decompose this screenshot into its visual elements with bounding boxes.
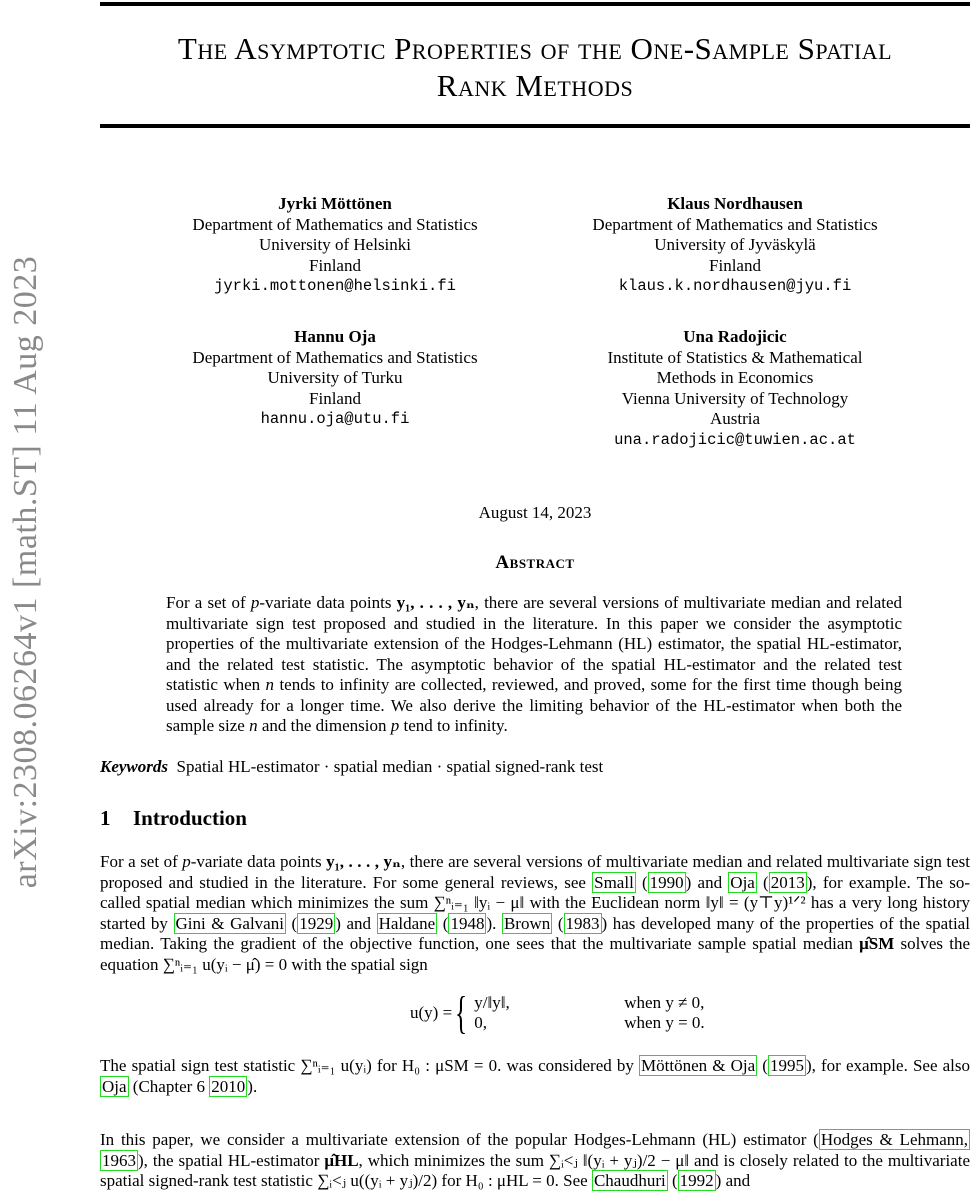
intro-paragraph-2: The spatial sign test statistic ∑ⁿᵢ₌₁ u(yᵢ) for H₀ : μSM = 0. was considered by Möttönen & Oja ( 1995 ), for example. See also Oja (Chapter 6 2010 ).: [100, 1056, 970, 1096]
citation-link[interactable]: Brown: [503, 913, 551, 933]
citation-link[interactable]: Chaudhuri: [593, 1171, 666, 1190]
citation-link[interactable]: Oja: [102, 1076, 127, 1096]
section-heading: 1 Introduction: [100, 806, 247, 830]
math-equation: ∑ⁿᵢ₌₁ u(yᵢ − μ̂) = 0: [162, 954, 288, 974]
math-spatial-median: μ̂SM: [859, 934, 895, 953]
author-email[interactable]: hannu.oja@utu.fi: [260, 410, 410, 428]
author-block: [560, 194, 910, 297]
author-affiliation: Vienna University of Technology: [621, 388, 849, 408]
math-hl-estimator: μ̂HL: [324, 1150, 359, 1170]
title-line-1: The Asymptotic Properties of the One-Sample Spatial: [177, 31, 893, 66]
author-block: [160, 327, 510, 430]
math-sign-statistic: ∑ⁿᵢ₌₁ u(yᵢ): [300, 1056, 372, 1075]
intro-paragraph-3: In this paper, we consider a multivariate extension of the popular Hodges-Lehmann (HL) estimator ( Hodges & Lehmann, 1963 ), the spatial HL-estimator μ̂HL, which minimizes the sum ∑ᵢ<ⱼ ‖(yᵢ + yⱼ)/2 − μ‖ and is closely related to the multivariate spatial signed-rank test statistic ∑ᵢ<ⱼ u((yᵢ + yⱼ)/2) for H₀ : μHL = 0. See Chaudhuri ( 1992 ) and: [100, 1130, 970, 1190]
citation-link[interactable]: Möttönen & Oja: [641, 1056, 756, 1075]
paper-title: [100, 30, 970, 104]
author-affiliation: Institute of Statistics & Mathematical: [607, 347, 863, 367]
abstract-text: For a set of p-variate data points y₁, . . . , yₙ, there are several versions of multivariate median and related multivariate sign test proposed and studied in the literature. In this paper we consider the asymptotic properties of the multivariate extension of the Hodges-Lehmann (HL) estimator, the spatial HL-estimator, and the related test statistic. The asymptotic behavior of the spatial HL-estimator and the related test statistic when n tends to infinity are collected, reviewed, and proved, some for the first time though being used already for a longer time. We also derive the limiting behavior of the HL-estimator when both the sample size n and the dimension p tend to infinity.: [166, 593, 903, 735]
math-hl-sum: ∑ᵢ<ⱼ ‖(yᵢ + yⱼ)/2 − μ‖: [548, 1150, 690, 1170]
author-email[interactable]: klaus.k.nordhausen@jyu.fi: [618, 277, 852, 295]
abstract-heading: Abstract: [495, 552, 575, 573]
author-affiliation: Department of Mathematics and Statistics: [192, 347, 478, 367]
citation-year-link[interactable]: 1948: [450, 913, 485, 933]
author-affiliation: Finland: [709, 255, 761, 275]
author-affiliation: Department of Mathematics and Statistics: [192, 214, 478, 234]
author-name: Una Radojicic: [683, 327, 787, 346]
author-affiliation: University of Jyväskylä: [654, 235, 816, 254]
citation-year-link[interactable]: 2013: [770, 872, 805, 892]
math-hl-hypothesis: H₀ : μHL = 0: [465, 1171, 555, 1190]
citation-link[interactable]: Haldane: [378, 913, 436, 933]
author-affiliation: University of Turku: [267, 368, 403, 387]
author-affiliation: Finland: [309, 255, 361, 275]
citation-link[interactable]: Hodges & Lehmann,: [820, 1130, 969, 1149]
paper-date: August 14, 2023: [478, 503, 592, 522]
author-affiliation: Methods in Economics: [656, 368, 814, 387]
intro-paragraph-1: For a set of p-variate data points y₁, . . . , yₙ, there are several versions of multivariate median and related multivariate sign test proposed and studied in the literature. For some general reviews, see Small ( 1990 ) and Oja ( 2013 ), for example. The so-called spatial median which minimizes the sum ∑ⁿᵢ₌₁ ‖yᵢ − μ‖ with the Euclidean norm ‖y‖ = (y⊤y)¹ᐟ² has a very long history started by Gini & Galvani ( 1929 ) and Haldane ( 1948 ). Brown ( 1983 ) has developed many of the properties of the spatial median. Taking the gradient of the objective function, one sees that the multivariate sample spatial median μ̂SM solves the equation ∑ⁿᵢ₌₁ u(yᵢ − μ̂) = 0 with the spatial sign: [100, 852, 970, 974]
title-line-2: Rank Methods: [436, 68, 634, 103]
citation-year-link[interactable]: 1990: [649, 872, 684, 892]
author-affiliation: Austria: [709, 409, 761, 428]
keywords-line: [100, 757, 970, 777]
author-email[interactable]: jyrki.mottonen@helsinki.fi: [214, 277, 456, 295]
math-norm: ‖y‖ = (y⊤y)¹ᐟ²: [705, 893, 806, 912]
author-block: [560, 327, 910, 450]
author-name: Jyrki Möttönen: [278, 194, 392, 213]
title-bottom-rule: [100, 124, 970, 128]
keywords-list: Spatial HL-estimator · spatial median · spatial signed-rank test: [176, 757, 604, 776]
author-name: Klaus Nordhausen: [667, 194, 803, 213]
arxiv-side-stamp: arXiv:2308.06264v1 [math.ST] 11 Aug 2023: [7, 255, 44, 889]
citation-link[interactable]: Gini & Galvani: [175, 913, 284, 933]
keywords-label: Keywords: [100, 757, 168, 776]
citation-year-link[interactable]: 2010: [211, 1076, 246, 1096]
author-name: Hannu Oja: [294, 327, 376, 346]
citation-link[interactable]: Oja: [730, 872, 755, 892]
author-affiliation: Finland: [309, 388, 361, 408]
citation-year-link[interactable]: 1929: [299, 913, 334, 933]
title-top-rule: [100, 2, 970, 6]
math-sum: ∑ⁿᵢ₌₁ ‖yᵢ − μ‖: [433, 893, 525, 912]
citation-year-link[interactable]: 1963: [102, 1150, 136, 1170]
author-affiliation: Department of Mathematics and Statistics: [592, 214, 878, 234]
math-signed-rank-statistic: ∑ᵢ<ⱼ u((yᵢ + yⱼ)/2): [317, 1171, 438, 1190]
author-block: [160, 194, 510, 297]
author-email[interactable]: una.radojicic@tuwien.ac.at: [614, 430, 856, 449]
citation-year-link[interactable]: 1995: [769, 1056, 804, 1075]
citation-year-link[interactable]: 1983: [565, 913, 600, 933]
author-affiliation: University of Helsinki: [258, 235, 412, 254]
citation-link[interactable]: Small: [594, 872, 634, 892]
math-hypothesis: H₀ : μSM = 0: [401, 1056, 498, 1075]
citation-year-link[interactable]: 1992: [679, 1171, 714, 1190]
spatial-sign-equation: u(y) ={ y/‖y‖, when y ≠ 0, 0, when y = 0.: [410, 987, 705, 1038]
